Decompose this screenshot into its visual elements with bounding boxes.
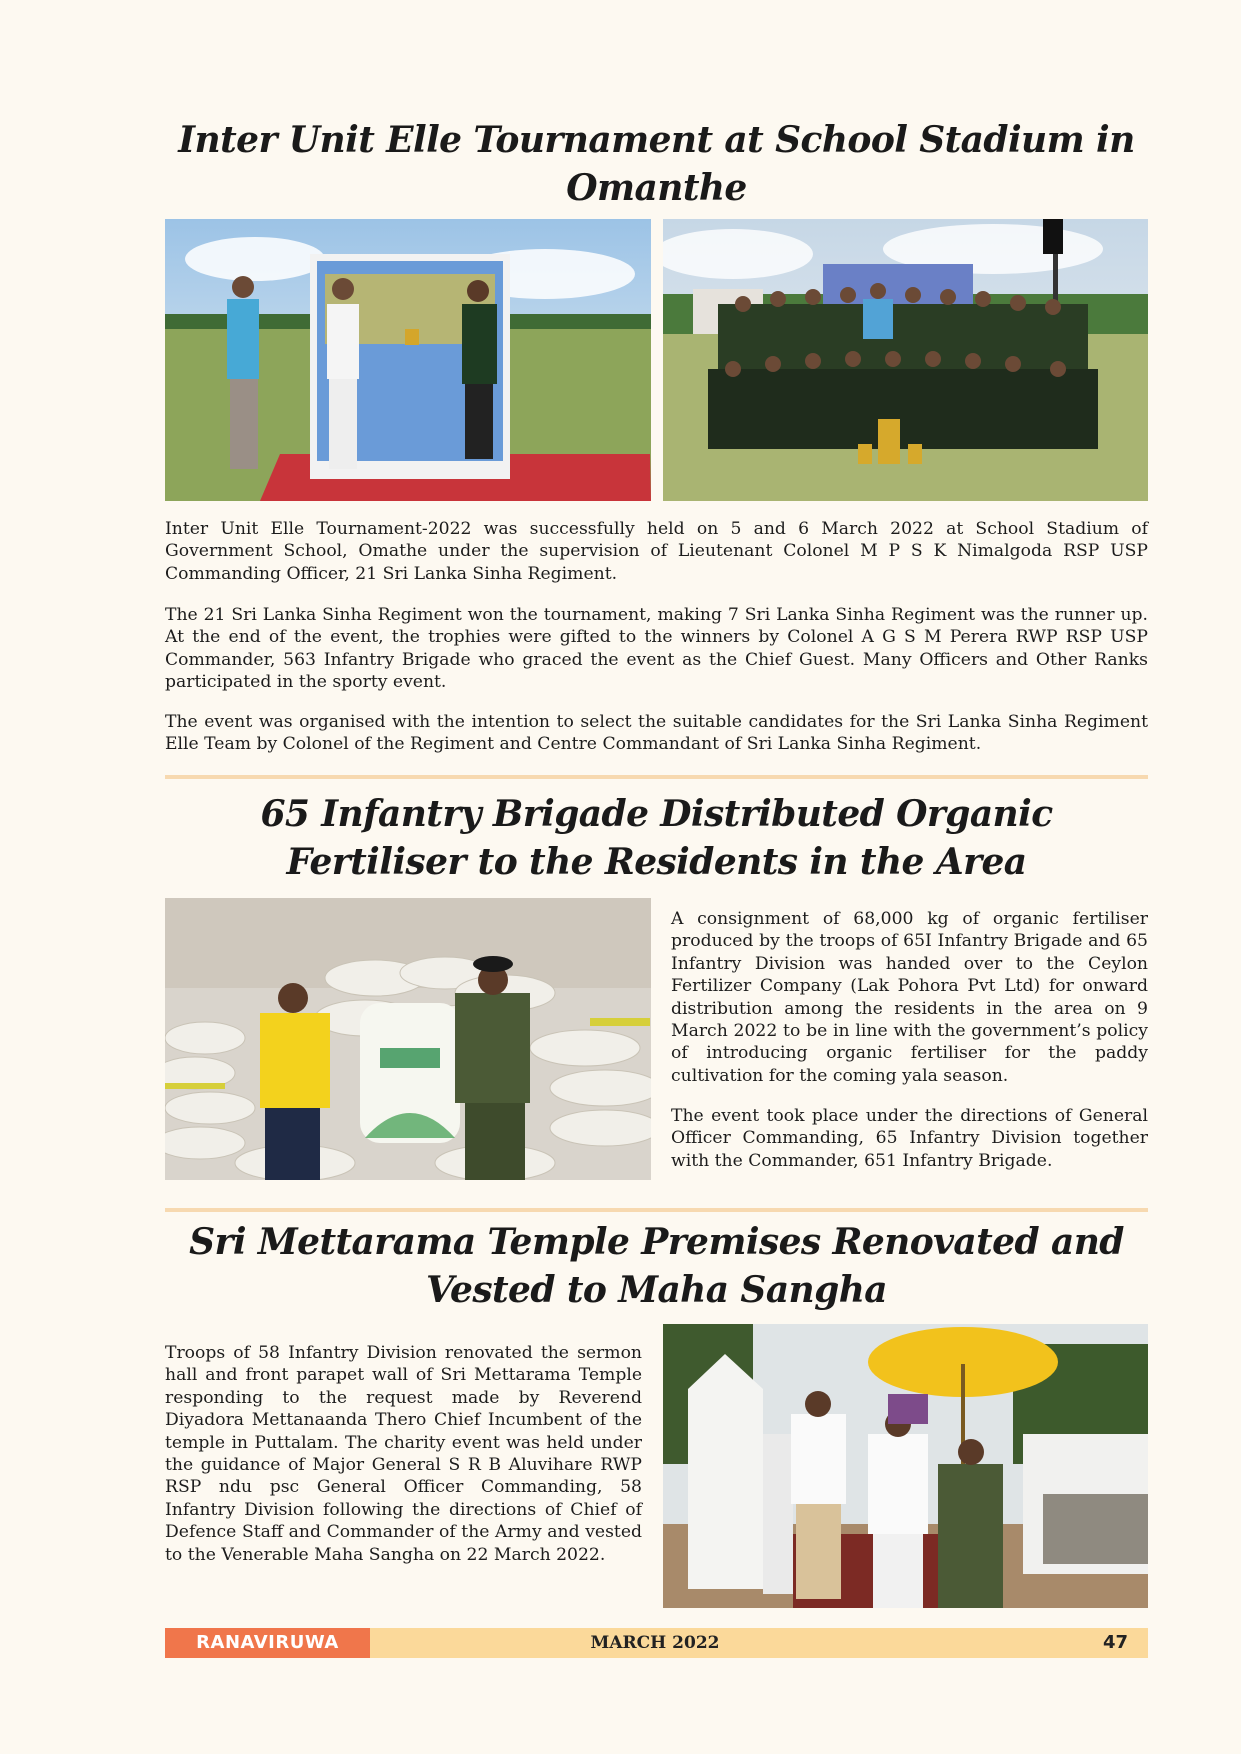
article1-photo-team-group (663, 219, 1148, 501)
footer-brand: RANAVIRUWA (165, 1628, 370, 1658)
article1-paragraph-3: The event was organised with the intention to select the suitable candidates for the Sri Lanka Sinha Regiment Elle Team by Colonel of the Regiment and Centre Commandant of Sri Lanka Sinha Regiment. (165, 712, 1148, 755)
footer-date: MARCH 2022 (590, 1633, 720, 1653)
article3-title: Sri Mettarama Temple Premises Renovated and Vested to Maha Sangha (189, 1221, 1124, 1311)
article2-title: 65 Infantry Brigade Distributed Organic Fertiliser to the Residents in the Area (260, 793, 1053, 883)
section-divider (165, 775, 1148, 779)
footer-page-number: 47 (1102, 1632, 1128, 1653)
article2-paragraph-1: A consignment of 68,000 kg of organic fertiliser produced by the troops of 65I Infantry Brigade and 65 Infantry Division was handed over to the Ceylon Fertilizer Company (Lak Pohora Pvt Ltd) for onward distribution among the residents in the area on 9 March 2022 to be in line with the government’s policy of introducing organic fertiliser for the paddy cultivation for the coming yala season. (671, 909, 1148, 1086)
article2-photo-fertiliser-handover (165, 898, 651, 1180)
article3-photo-temple-handover (663, 1324, 1148, 1608)
page-footer (165, 1628, 1148, 1658)
article3-paragraph-1: Troops of 58 Infantry Division renovated the sermon hall and front parapet wall of Sri Mettarama Temple responding to the request made by Reverend Diyadora Mettanaanda Thero Chief Incumbent of the temple in Puttalam. The charity event was held under the guidance of Major General S R B Aluvihare RWP RSP ndu psc General Officer Commanding, 58 Infantry Division following the directions of Chief of Defence Staff and Commander of the Army and vested to the Venerable Maha Sangha on 22 March 2022. (165, 1343, 642, 1565)
article1-paragraph-1: Inter Unit Elle Tournament-2022 was successfully held on 5 and 6 March 2022 at School Stadium of Government School, Omathe under the supervision of Lieutenant Colonel M P S K Nimalgoda RSP USP Commanding Officer, 21 Sri Lanka Sinha Regiment. (165, 519, 1148, 584)
article1-title: Inter Unit Elle Tournament at School Stadium in Omanthe (178, 119, 1135, 209)
article1-photo-trophy-presentation (165, 219, 651, 501)
article1-paragraph-2: The 21 Sri Lanka Sinha Regiment won the tournament, making 7 Sri Lanka Sinha Regiment was the runner up. At the end of the event, the trophies were gifted to the winners by Colonel A G S M Perera RWP RSP USP Commander, 563 Infantry Brigade who graced the event as the Chief Guest. Many Officers and Other Ranks participated in the sporty event. (165, 605, 1148, 693)
article2-paragraph-2: The event took place under the directions of General Officer Commanding, 65 Infantry Division together with the Commander, 651 Infantry Brigade. (671, 1106, 1148, 1171)
section-divider (165, 1208, 1148, 1212)
